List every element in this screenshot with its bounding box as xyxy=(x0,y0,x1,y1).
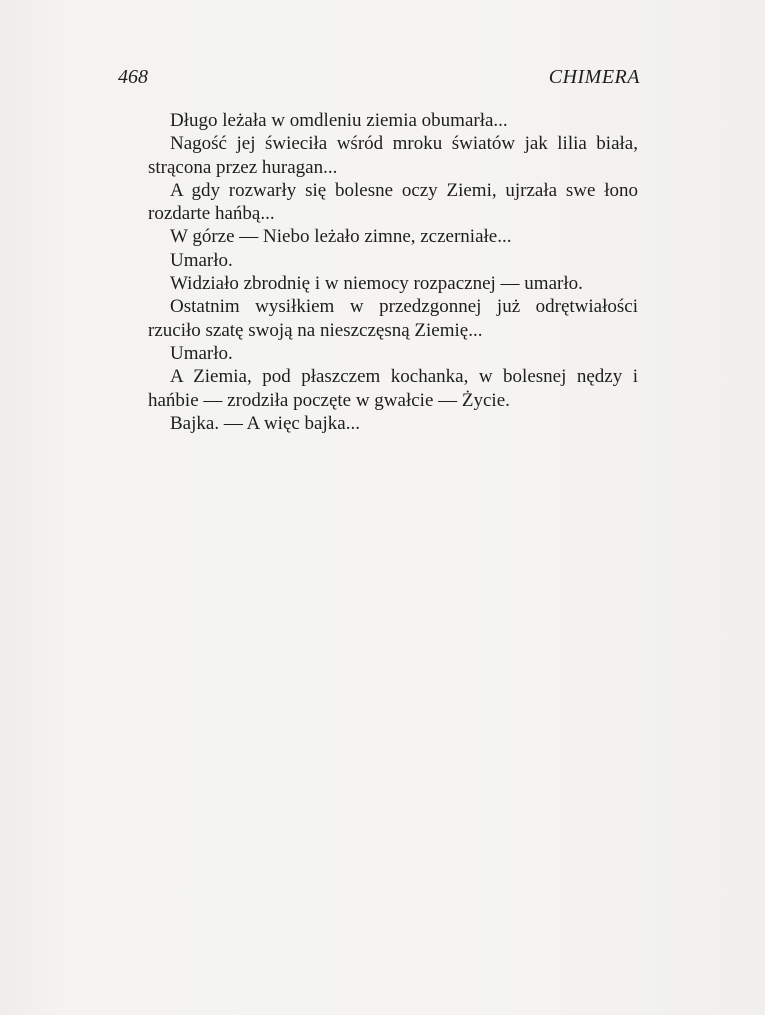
paragraph: Bajka. — A więc bajka... xyxy=(170,412,360,434)
running-title: CHIMERA xyxy=(548,66,640,88)
paragraph: Ostatnim wysiłkiem w przedzgonnej już odrętwiałości rzuciło szatę swoją na nieszczęsną Ziemię... xyxy=(148,296,638,341)
body-text xyxy=(148,109,638,435)
page-number: 468 xyxy=(118,66,148,88)
paragraph: Widziało zbrodnię i w niemocy rozpacznej — umarło. xyxy=(170,273,583,295)
paragraph: Umarło. xyxy=(170,342,233,364)
paragraph: W górze — Niebo leżało zimne, zczerniałe... xyxy=(170,226,512,248)
paragraph: Nagość jej świeciła wśród mroku światów jak lilia biała, strącona przez huragan... xyxy=(148,133,638,178)
paragraph: A Ziemia, pod płaszczem kochanka, w bolesnej nędzy i hańbie — zrodziła poczęte w gwałcie — Życie. xyxy=(148,366,638,411)
paragraph: Umarło. xyxy=(170,249,233,271)
paragraph: A gdy rozwarły się bolesne oczy Ziemi, ujrzała swe łono rozdarte hańbą... xyxy=(148,179,638,225)
paragraph: Długo leżała w omdleniu ziemia obumarła... xyxy=(170,110,508,131)
page-header xyxy=(118,66,640,90)
